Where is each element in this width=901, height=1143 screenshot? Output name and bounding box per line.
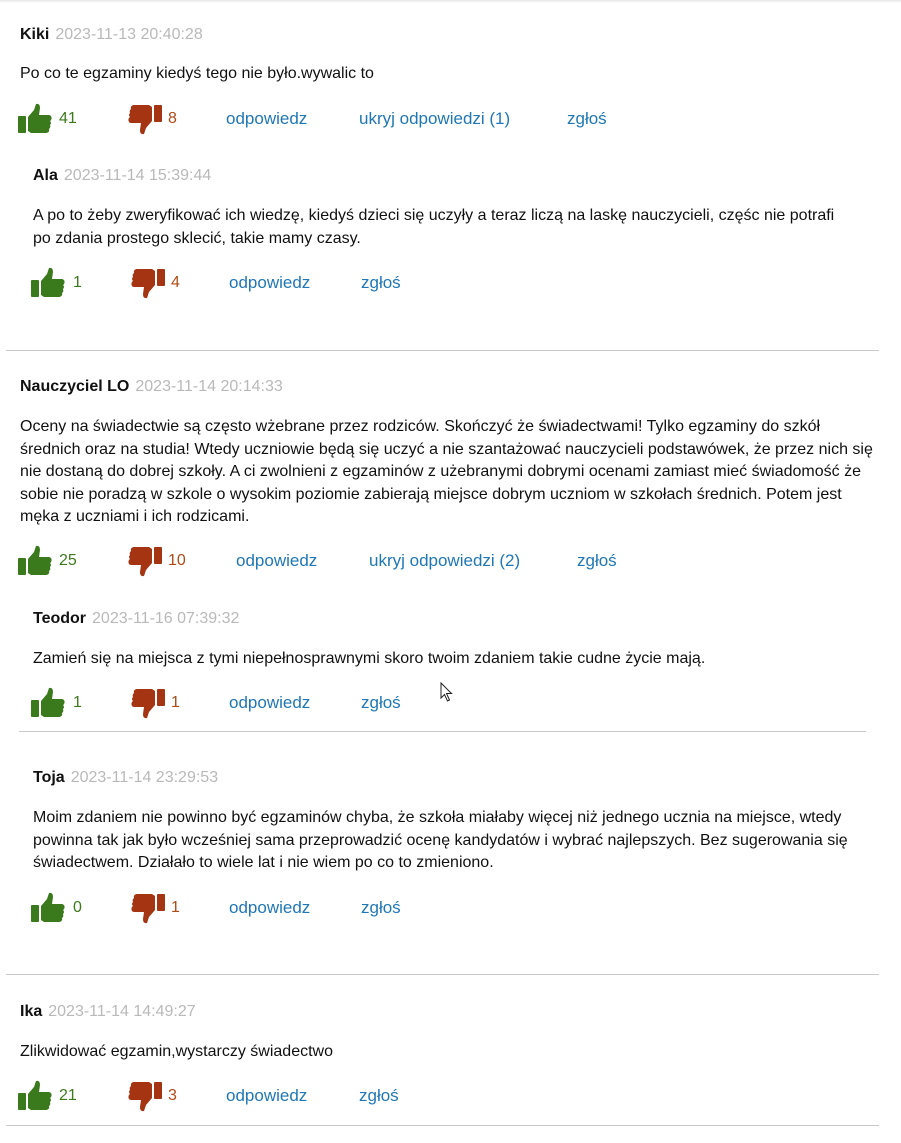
report-link[interactable]: zgłoś [361, 273, 401, 292]
dislike-button[interactable] [128, 545, 162, 577]
thumbs-down-icon [131, 892, 165, 924]
thumbs-up-icon [31, 687, 65, 719]
dislike-button[interactable] [128, 103, 162, 135]
like-count: 25 [59, 552, 77, 569]
dislike-count: 10 [168, 552, 186, 569]
comment-text: Po co te egzaminy kiedyś tego nie było.wywalic to [20, 65, 374, 82]
comment-author: Ala [33, 167, 58, 184]
comment-author: Kiki [20, 26, 50, 43]
comment-text: Zamień się na miejsca z tymi niepełnosprawnymi skoro twoim zdaniem takie cudne życie mają. [33, 650, 706, 667]
like-button[interactable] [18, 103, 52, 135]
comment-separator [6, 350, 879, 351]
comment-date: 2023-11-16 07:39:32 [92, 610, 240, 627]
thumbs-up-icon [18, 103, 52, 135]
comment-meta [33, 768, 218, 788]
thumbs-up-icon [31, 892, 65, 924]
dislike-button[interactable] [128, 1080, 162, 1112]
reply-link[interactable]: odpowiedz [229, 693, 311, 712]
like-button[interactable] [18, 1080, 52, 1112]
like-button[interactable] [31, 892, 65, 924]
comment-date: 2023-11-14 15:39:44 [63, 167, 212, 184]
like-count: 41 [59, 110, 77, 127]
comment-text: A po to żeby zweryfikować ich wiedzę, kiedyś dzieci się uczyły a teraz liczą na laskę nauczycieli, częśc nie potrafi po zdania prostego sklecić, takie mamy czasy. [33, 207, 835, 247]
dislike-button[interactable] [131, 892, 165, 924]
thumbs-down-icon [128, 1080, 162, 1112]
comment-date: 2023-11-13 20:40:28 [55, 26, 203, 43]
dislike-count: 3 [168, 1087, 177, 1104]
toggle-replies-link[interactable]: ukryj odpowiedzi (1) [359, 109, 511, 128]
thumbs-up-icon [31, 267, 65, 299]
dislike-button[interactable] [131, 267, 165, 299]
comment-date: 2023-11-14 20:14:33 [135, 378, 283, 395]
thumbs-down-icon [128, 103, 162, 135]
mouse-cursor-icon [440, 682, 454, 702]
like-count: 1 [73, 274, 82, 291]
comment-date: 2023-11-14 14:49:27 [48, 1003, 196, 1020]
dislike-button[interactable] [131, 687, 165, 719]
reply-link[interactable]: odpowiedz [229, 898, 311, 917]
reply-link[interactable]: odpowiedz [226, 1086, 308, 1105]
comment-actions [31, 892, 871, 924]
report-link[interactable]: zgłoś [577, 551, 617, 570]
comment-actions [18, 1080, 878, 1112]
like-button[interactable] [31, 267, 65, 299]
comment-text: Moim zdaniem nie powinno być egzaminów chyba, że szkoła miałaby więcej niż jednego ucznia na miejsce, wtedy powinna tak jak było wcześniej sama przeprowadzić ocenę kandydatów i wybrać najlepszych. Bez sugerowania się świadectwem. Działało to wiele lat i nie wiem po co to zmieniono. [33, 809, 848, 871]
report-link[interactable]: zgłoś [361, 693, 401, 712]
dislike-count: 4 [171, 274, 180, 291]
toggle-replies-link[interactable]: ukryj odpowiedzi (2) [369, 551, 521, 570]
comment-meta [33, 609, 239, 629]
comment-text: Oceny na świadectwie są często wżebrane przez rodziców. Skończyć że świadectwami! Tylko egzaminy do szkół średnich oraz na studia! Wtedy uczniowie będą się uczyć a nie szantażować nauczycieli podstawówek, że przez nich się nie dostaną do dobrej szkoły. A ci zwolnieni z egzaminów z użebranymi dobrymi ocenami zamiast mieć świadomość że sobie nie poradzą w szkole o wysokim poziomie zabierają miejsce dobrym uczniom w szkołach średnich. Potem jest męka z uczniami i ich rodzicami. [20, 418, 873, 525]
report-link[interactable]: zgłoś [567, 109, 607, 128]
comment-meta [20, 1002, 196, 1022]
like-count: 1 [73, 694, 82, 711]
thumbs-down-icon [131, 687, 165, 719]
report-link[interactable]: zgłoś [359, 1086, 399, 1105]
dislike-count: 1 [171, 694, 180, 711]
reply-separator [19, 731, 866, 732]
comment-text: Zlikwidować egzamin,wystarczy świadectwo [20, 1043, 333, 1060]
comment-actions [31, 267, 871, 299]
comment-separator [6, 1125, 879, 1126]
reply-link[interactable]: odpowiedz [226, 109, 308, 128]
comment-meta [20, 25, 203, 45]
comment-author: Nauczyciel LO [20, 378, 130, 395]
thumbs-down-icon [131, 267, 165, 299]
comment-author: Toja [33, 769, 65, 786]
comment-separator [6, 974, 879, 975]
like-button[interactable] [31, 687, 65, 719]
dislike-count: 8 [168, 110, 177, 127]
thumbs-up-icon [18, 1080, 52, 1112]
reply-link[interactable]: odpowiedz [236, 551, 318, 570]
top-shadow [0, 0, 901, 3]
like-count: 21 [59, 1087, 77, 1104]
like-count: 0 [73, 899, 82, 916]
dislike-count: 1 [171, 899, 180, 916]
comment-actions [18, 545, 878, 577]
comment-actions [18, 103, 878, 135]
like-button[interactable] [18, 545, 52, 577]
report-link[interactable]: zgłoś [361, 898, 401, 917]
comment-meta [20, 377, 283, 397]
thumbs-up-icon [18, 545, 52, 577]
comment-author: Teodor [33, 610, 87, 627]
comment-meta [33, 166, 211, 186]
reply-link[interactable]: odpowiedz [229, 273, 311, 292]
comment-date: 2023-11-14 23:29:53 [70, 769, 219, 786]
thumbs-down-icon [128, 545, 162, 577]
comment-author: Ika [20, 1003, 43, 1020]
